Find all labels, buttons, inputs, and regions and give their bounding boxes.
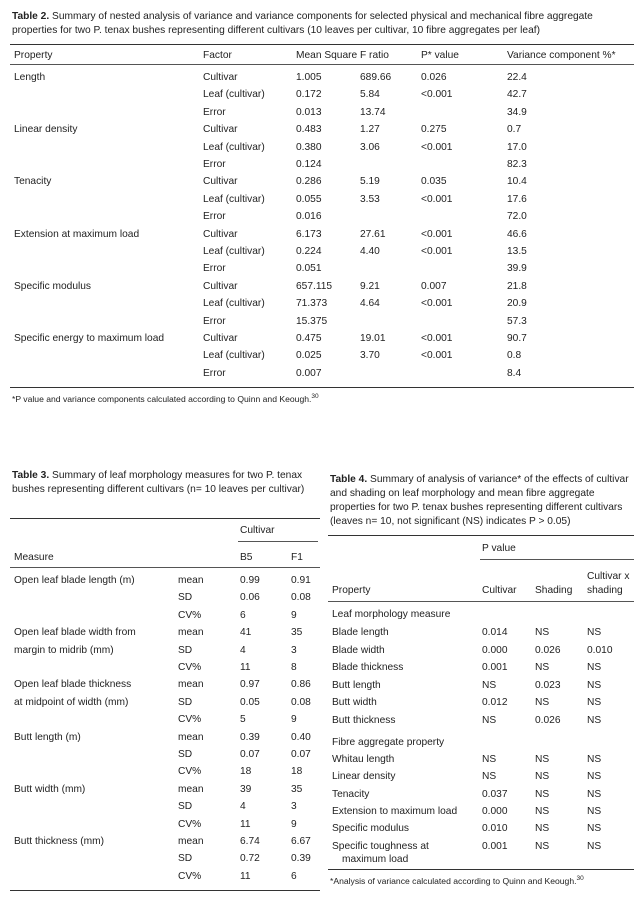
table3-cell-statistic: mean bbox=[178, 836, 204, 847]
table2-cell-variance-component: 21.8 bbox=[507, 280, 527, 292]
table2-cell-mean-square: 0.124 bbox=[296, 159, 322, 170]
table2-cell-factor: Leaf (cultivar) bbox=[203, 350, 265, 362]
table4-leaf-cell-shading: NS bbox=[535, 627, 550, 638]
table4-fibre-cell-interaction: NS bbox=[587, 805, 602, 817]
table3-cell-f1: 35 bbox=[291, 783, 303, 795]
table2-cell-factor: Cultivar bbox=[203, 176, 238, 188]
table3-cell-statistic: CV% bbox=[178, 609, 202, 621]
table4-caption-text: Summary of analysis of variance* of the effects of cultivar and shading on leaf morphology and mean fibre aggregate properties for two P. tenax bushes representing different cultivars (leaves n= 10, not significant (NS) indicates P > 0.05) bbox=[330, 474, 629, 527]
table2-cell-property: Linear density bbox=[14, 124, 78, 136]
table4-leaf-cell-shading: NS bbox=[535, 697, 550, 708]
table2-header-property: Property bbox=[14, 50, 53, 61]
table2-cell-factor: Error bbox=[203, 106, 226, 118]
table2-cell-factor: Cultivar bbox=[203, 280, 238, 292]
table4-section-leaf: Leaf morphology measure bbox=[332, 609, 451, 620]
table3-cell-b5: 41 bbox=[240, 627, 252, 639]
table4-header-property: Property bbox=[332, 585, 371, 596]
table4-fibre-cell-property: Extension to maximum load bbox=[332, 805, 458, 817]
table4-leaf-cell-cultivar: 0.001 bbox=[482, 662, 508, 673]
table2-cell-mean-square: 15.375 bbox=[296, 315, 328, 327]
table2-cell-factor: Leaf (cultivar) bbox=[203, 193, 265, 205]
table2-cell-variance-component: 8.4 bbox=[507, 367, 522, 379]
table4-header-interaction-1: Cultivar x bbox=[587, 571, 630, 582]
table4-fibre-cell-cultivar: NS bbox=[482, 771, 497, 783]
table2-cell-factor: Error bbox=[203, 211, 226, 223]
table2-cell-factor: Cultivar bbox=[203, 228, 238, 240]
table2-cell-p-value: <0.001 bbox=[421, 298, 453, 310]
table2-cell-variance-component: 90.7 bbox=[507, 333, 527, 344]
table4-fibre-cell-interaction: NS bbox=[587, 771, 602, 783]
table2-footnote bbox=[12, 393, 319, 405]
table2-cell-f-ratio: 19.01 bbox=[360, 333, 386, 344]
table2-cell-mean-square: 0.051 bbox=[296, 263, 322, 275]
table2-cell-variance-component: 34.9 bbox=[507, 106, 527, 118]
table3-cell-b5: 11 bbox=[240, 870, 251, 882]
table4-group-header: P value bbox=[482, 543, 516, 554]
table4-leaf-cell-property: Butt thickness bbox=[332, 714, 396, 726]
table2-cell-f-ratio: 4.64 bbox=[360, 298, 380, 310]
table4-last-row-label-1: Specific toughness at bbox=[332, 841, 429, 852]
table2-caption bbox=[12, 10, 632, 38]
table2-header-p-value: P* value bbox=[421, 50, 459, 61]
table3-header-f1: F1 bbox=[291, 552, 303, 563]
table2-cell-p-value: <0.001 bbox=[421, 89, 453, 101]
table3-cell-statistic: mean bbox=[178, 679, 204, 691]
table4-leaf-cell-property: Blade length bbox=[332, 627, 389, 638]
table4-leaf-cell-shading: NS bbox=[535, 662, 550, 673]
table3-cell-f1: 9 bbox=[291, 714, 297, 726]
table2-cell-p-value: <0.001 bbox=[421, 193, 453, 205]
table2-cell-variance-component: 22.4 bbox=[507, 72, 527, 83]
table3-cell-f1: 8 bbox=[291, 662, 297, 673]
table3-header-measure: Measure bbox=[14, 552, 54, 563]
table2-cell-variance-component: 46.6 bbox=[507, 228, 527, 240]
table3-cell-b5: 4 bbox=[240, 644, 246, 656]
table2-cell-p-value: <0.001 bbox=[421, 333, 453, 344]
table2-cell-mean-square: 0.380 bbox=[296, 141, 322, 153]
table3-cell-statistic: CV% bbox=[178, 766, 202, 778]
table2-caption-label: Table 2. bbox=[12, 11, 50, 22]
table2-cell-mean-square: 0.007 bbox=[296, 367, 322, 379]
table2-header-f-ratio: F ratio bbox=[360, 50, 389, 61]
table4-fibre-cell-shading: NS bbox=[535, 754, 550, 765]
table4-fibre-cell-cultivar: 0.010 bbox=[482, 823, 508, 835]
table4-footnote-ref: 30 bbox=[576, 875, 584, 883]
table4-last-row-shading: NS bbox=[535, 841, 550, 852]
table3-cell-b5: 11 bbox=[240, 662, 251, 673]
table3-cell-b5: 0.05 bbox=[240, 696, 260, 708]
table4-footnote-text: *Analysis of variance calculated according to Quinn and Keough. bbox=[330, 876, 577, 886]
table4-leaf-cell-property: Blade width bbox=[332, 644, 385, 656]
table4-header-rule bbox=[328, 601, 634, 602]
table3-cell-measure: Butt width (mm) bbox=[14, 783, 86, 795]
table3-cell-statistic: CV% bbox=[178, 714, 202, 726]
table2-cell-factor: Error bbox=[203, 159, 226, 170]
table4-header-interaction-2: shading bbox=[587, 585, 623, 596]
table2-cell-factor: Leaf (cultivar) bbox=[203, 89, 265, 101]
table4-leaf-cell-shading: 0.026 bbox=[535, 714, 561, 726]
table3-cell-f1: 9 bbox=[291, 609, 297, 621]
table3-cell-statistic: CV% bbox=[178, 870, 202, 882]
table2-cell-variance-component: 0.7 bbox=[507, 124, 522, 136]
table2-footnote-text: *P value and variance components calculated according to Quinn and Keough. bbox=[12, 394, 312, 404]
table3-cell-f1: 3 bbox=[291, 801, 297, 813]
table2-header-factor: Factor bbox=[203, 50, 232, 61]
table2-cell-mean-square: 0.055 bbox=[296, 193, 322, 205]
table2-cell-property: Extension at maximum load bbox=[14, 228, 140, 240]
table4-group-rule bbox=[480, 559, 634, 560]
table3-caption bbox=[12, 469, 312, 497]
table2-cell-mean-square: 1.005 bbox=[296, 72, 322, 83]
table3-header-b5: B5 bbox=[240, 552, 253, 563]
table4-fibre-cell-property: Specific modulus bbox=[332, 823, 410, 835]
table3-cell-measure: Open leaf blade length (m) bbox=[14, 575, 135, 586]
table4-leaf-cell-interaction: NS bbox=[587, 662, 602, 673]
table2-cell-property: Tenacity bbox=[14, 176, 52, 188]
table2-cell-variance-component: 10.4 bbox=[507, 176, 527, 188]
table4-fibre-cell-shading: NS bbox=[535, 823, 550, 835]
table2-cell-mean-square: 0.286 bbox=[296, 176, 322, 188]
table2-cell-mean-square: 0.016 bbox=[296, 211, 322, 223]
table3-cell-statistic: mean bbox=[178, 627, 204, 639]
table4-leaf-cell-property: Butt width bbox=[332, 697, 377, 708]
table4-leaf-cell-cultivar: NS bbox=[482, 679, 497, 691]
table3-cell-f1: 0.39 bbox=[291, 853, 311, 865]
table2-cell-variance-component: 42.7 bbox=[507, 89, 527, 101]
table3-cell-b5: 0.06 bbox=[240, 592, 260, 604]
table2-cell-factor: Error bbox=[203, 263, 226, 275]
table2-cell-variance-component: 17.6 bbox=[507, 193, 527, 205]
table2-header-variance-component: Variance component %* bbox=[507, 50, 616, 61]
table2-cell-f-ratio: 9.21 bbox=[360, 280, 380, 292]
table3-cell-measure: margin to midrib (mm) bbox=[14, 644, 114, 656]
table4-fibre-cell-shading: NS bbox=[535, 788, 550, 800]
table3-cell-measure: Open leaf blade thickness bbox=[14, 679, 132, 691]
table3-cell-b5: 0.97 bbox=[240, 679, 260, 691]
table4-leaf-cell-cultivar: NS bbox=[482, 714, 497, 726]
table4-header-cultivar: Cultivar bbox=[482, 585, 517, 596]
table3-cell-statistic: SD bbox=[178, 644, 193, 656]
table4-fibre-cell-cultivar: NS bbox=[482, 754, 497, 765]
table4-leaf-cell-property: Butt length bbox=[332, 679, 381, 691]
table4-footnote bbox=[330, 875, 584, 887]
table3-cell-f1: 0.08 bbox=[291, 592, 311, 604]
table3-cell-b5: 0.07 bbox=[240, 749, 260, 760]
table3-group-header: Cultivar bbox=[240, 525, 275, 536]
table2-top-rule bbox=[10, 44, 634, 45]
table4-leaf-cell-cultivar: 0.014 bbox=[482, 627, 508, 638]
table3-cell-b5: 5 bbox=[240, 714, 246, 726]
table4-fibre-cell-shading: NS bbox=[535, 805, 550, 817]
table2-header-rule bbox=[10, 64, 634, 65]
table2-cell-variance-component: 17.0 bbox=[507, 141, 527, 153]
table2-bottom-rule bbox=[10, 387, 634, 388]
table4-fibre-cell-shading: NS bbox=[535, 771, 550, 783]
table3-group-rule bbox=[238, 541, 318, 542]
table4-leaf-cell-interaction: NS bbox=[587, 627, 602, 638]
table2-cell-factor: Error bbox=[203, 367, 226, 379]
table3-cell-statistic: mean bbox=[178, 783, 204, 795]
table2-cell-f-ratio: 13.74 bbox=[360, 106, 386, 118]
table2-cell-mean-square: 0.475 bbox=[296, 333, 322, 344]
table3-cell-f1: 6 bbox=[291, 870, 297, 882]
table3-cell-measure: at midpoint of width (mm) bbox=[14, 696, 129, 708]
table2-cell-f-ratio: 3.53 bbox=[360, 193, 380, 205]
table3-cell-statistic: CV% bbox=[178, 818, 202, 830]
table3-cell-b5: 4 bbox=[240, 801, 246, 813]
table4-fibre-cell-interaction: NS bbox=[587, 754, 602, 765]
table2-cell-property: Specific energy to maximum load bbox=[14, 333, 165, 344]
table4-caption-label: Table 4. bbox=[330, 474, 368, 485]
table2-cell-p-value: <0.001 bbox=[421, 228, 453, 240]
table3-bottom-rule bbox=[10, 890, 320, 891]
table4-bottom-rule bbox=[328, 869, 634, 870]
table2-cell-factor: Leaf (cultivar) bbox=[203, 141, 265, 153]
table2-cell-f-ratio: 689.66 bbox=[360, 72, 392, 83]
table4-leaf-cell-cultivar: 0.012 bbox=[482, 697, 508, 708]
table4-fibre-cell-interaction: NS bbox=[587, 788, 602, 800]
table4-caption bbox=[330, 473, 634, 529]
table2-cell-p-value: 0.035 bbox=[421, 176, 447, 188]
table4-fibre-cell-cultivar: 0.000 bbox=[482, 805, 508, 817]
table2-cell-f-ratio: 3.70 bbox=[360, 350, 380, 362]
table4-fibre-cell-property: Tenacity bbox=[332, 788, 370, 800]
table2-cell-variance-component: 13.5 bbox=[507, 246, 527, 257]
table3-cell-measure: Butt thickness (mm) bbox=[14, 836, 105, 847]
table2-cell-f-ratio: 1.27 bbox=[360, 124, 380, 136]
table2-cell-mean-square: 0.013 bbox=[296, 106, 322, 118]
table3-cell-f1: 0.07 bbox=[291, 749, 311, 760]
table3-cell-f1: 35 bbox=[291, 627, 303, 639]
table3-cell-f1: 0.08 bbox=[291, 696, 311, 708]
table4-fibre-cell-property: Whitau length bbox=[332, 754, 395, 765]
table3-cell-f1: 0.91 bbox=[291, 575, 311, 586]
table2-cell-property: Length bbox=[14, 72, 46, 83]
table3-cell-f1: 3 bbox=[291, 644, 297, 656]
table4-leaf-cell-cultivar: 0.000 bbox=[482, 644, 508, 656]
table3-caption-text: Summary of leaf morphology measures for two P. tenax bushes representing different cultivars (n= 10 leaves per cultivar) bbox=[12, 470, 305, 495]
table3-cell-b5: 6.74 bbox=[240, 836, 260, 847]
table2-cell-mean-square: 6.173 bbox=[296, 228, 322, 240]
table3-cell-statistic: SD bbox=[178, 696, 193, 708]
table3-cell-b5: 0.39 bbox=[240, 731, 260, 743]
table2-cell-mean-square: 657.115 bbox=[296, 280, 333, 292]
table2-cell-variance-component: 82.3 bbox=[507, 159, 527, 170]
table2-cell-mean-square: 0.172 bbox=[296, 89, 322, 101]
table3-cell-b5: 39 bbox=[240, 783, 252, 795]
table3-cell-b5: 11 bbox=[240, 818, 251, 830]
table3-cell-statistic: SD bbox=[178, 801, 193, 813]
table2-caption-text: Summary of nested analysis of variance and variance components for selected physical and mechanical fibre aggregate properties for two P. tenax bushes representing different cultivars (10 leaves per cultivar, 10 fibre aggregates per leaf) bbox=[12, 11, 593, 36]
table3-top-rule bbox=[10, 518, 320, 519]
table2-cell-f-ratio: 5.84 bbox=[360, 89, 380, 101]
table4-fibre-cell-property: Linear density bbox=[332, 771, 396, 783]
table4-fibre-cell-interaction: NS bbox=[587, 823, 602, 835]
table4-top-rule bbox=[328, 535, 634, 536]
table3-cell-f1: 6.67 bbox=[291, 836, 311, 847]
table3-cell-b5: 18 bbox=[240, 766, 252, 778]
table4-leaf-cell-shading: 0.026 bbox=[535, 644, 561, 656]
table2-cell-variance-component: 39.9 bbox=[507, 263, 527, 275]
table4-fibre-cell-cultivar: 0.037 bbox=[482, 788, 508, 800]
table2-cell-mean-square: 0.025 bbox=[296, 350, 322, 362]
table3-cell-statistic: mean bbox=[178, 575, 204, 586]
table3-cell-statistic: CV% bbox=[178, 662, 202, 673]
table2-cell-factor: Cultivar bbox=[203, 124, 238, 136]
table2-cell-factor: Cultivar bbox=[203, 333, 238, 344]
table2-cell-p-value: <0.001 bbox=[421, 246, 453, 257]
table4-last-row-cultivar: 0.001 bbox=[482, 841, 508, 852]
table2-cell-mean-square: 71.373 bbox=[296, 298, 328, 310]
table2-cell-variance-component: 0.8 bbox=[507, 350, 522, 362]
table3-cell-b5: 0.72 bbox=[240, 853, 260, 865]
table3-cell-statistic: SD bbox=[178, 592, 193, 604]
table4-header-shading: Shading bbox=[535, 585, 573, 596]
table3-cell-statistic: mean bbox=[178, 731, 204, 743]
table4-leaf-cell-property: Blade thickness bbox=[332, 662, 404, 673]
table4-leaf-cell-interaction: NS bbox=[587, 714, 602, 726]
table2-cell-f-ratio: 4.40 bbox=[360, 246, 380, 257]
table2-cell-p-value: 0.275 bbox=[421, 124, 447, 136]
table3-caption-label: Table 3. bbox=[12, 470, 50, 481]
table3-cell-f1: 18 bbox=[291, 766, 303, 778]
table2-cell-variance-component: 72.0 bbox=[507, 211, 527, 223]
table2-cell-p-value: <0.001 bbox=[421, 141, 453, 153]
table2-cell-factor: Leaf (cultivar) bbox=[203, 246, 265, 257]
table2-cell-p-value: 0.026 bbox=[421, 72, 447, 83]
table2-cell-f-ratio: 5.19 bbox=[360, 176, 380, 188]
table3-cell-f1: 9 bbox=[291, 818, 297, 830]
table3-cell-b5: 0.99 bbox=[240, 575, 260, 586]
table2-cell-mean-square: 0.224 bbox=[296, 246, 322, 257]
table2-cell-mean-square: 0.483 bbox=[296, 124, 322, 136]
table2-cell-f-ratio: 3.06 bbox=[360, 141, 380, 153]
table4-section-fibre: Fibre aggregate property bbox=[332, 737, 445, 748]
table3-cell-f1: 0.86 bbox=[291, 679, 311, 691]
table2-cell-property: Specific modulus bbox=[14, 280, 92, 292]
table4-leaf-cell-interaction: 0.010 bbox=[587, 644, 613, 656]
table2-cell-p-value: 0.007 bbox=[421, 280, 447, 292]
table4-leaf-cell-shading: 0.023 bbox=[535, 679, 561, 691]
table3-cell-statistic: SD bbox=[178, 853, 193, 865]
table2-cell-factor: Error bbox=[203, 315, 226, 327]
table2-header-mean-square: Mean Square bbox=[296, 50, 358, 61]
table3-cell-statistic: SD bbox=[178, 749, 193, 760]
table3-cell-b5: 6 bbox=[240, 609, 246, 621]
table4-last-row-interaction: NS bbox=[587, 841, 602, 852]
table2-cell-factor: Cultivar bbox=[203, 72, 238, 83]
table4-leaf-cell-interaction: NS bbox=[587, 697, 602, 708]
table3-header-rule bbox=[10, 567, 320, 568]
table4-leaf-cell-interaction: NS bbox=[587, 679, 602, 691]
table2-cell-f-ratio: 27.61 bbox=[360, 228, 386, 240]
table3-cell-measure: Butt length (m) bbox=[14, 731, 81, 743]
table2-cell-factor: Leaf (cultivar) bbox=[203, 298, 265, 310]
table4-last-row-label-2: maximum load bbox=[342, 854, 409, 865]
table2-footnote-ref: 30 bbox=[311, 393, 319, 401]
table2-cell-variance-component: 20.9 bbox=[507, 298, 527, 310]
table3-cell-measure: Open leaf blade width from bbox=[14, 627, 136, 639]
table2-cell-p-value: <0.001 bbox=[421, 350, 453, 362]
table2-cell-variance-component: 57.3 bbox=[507, 315, 527, 327]
table3-cell-f1: 0.40 bbox=[291, 731, 311, 743]
